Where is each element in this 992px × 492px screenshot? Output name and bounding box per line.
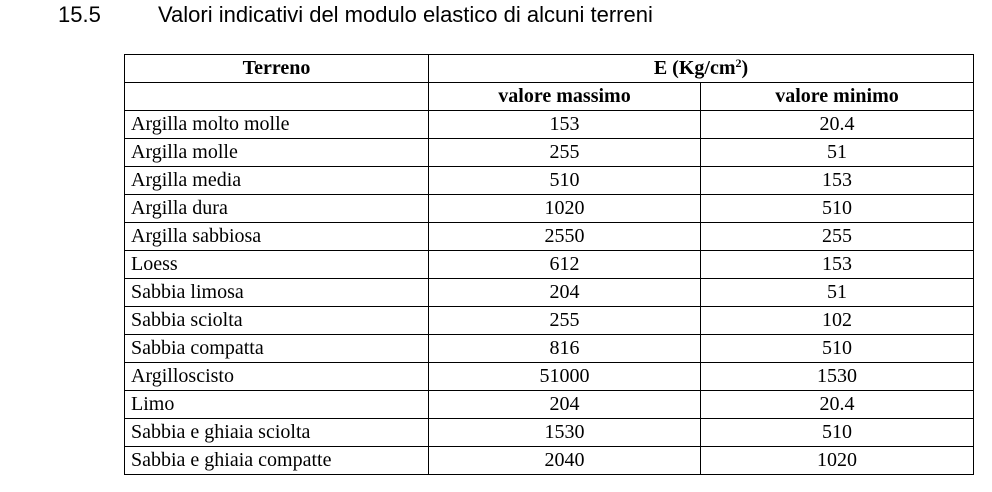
min-cell: 153 <box>701 167 974 195</box>
soil-cell: Argilla molto molle <box>125 111 429 139</box>
soil-cell: Sabbia e ghiaia compatte <box>125 447 429 475</box>
header-max-label: valore massimo <box>498 85 631 107</box>
table-row <box>125 391 974 419</box>
max-cell: 204 <box>429 279 701 307</box>
header-row-sub <box>125 83 974 111</box>
table-row <box>125 195 974 223</box>
soil-cell: Argilla media <box>125 167 429 195</box>
soil-cell: Argilla dura <box>125 195 429 223</box>
soil-cell: Limo <box>125 391 429 419</box>
soil-cell: Argilla sabbiosa <box>125 223 429 251</box>
min-cell: 1020 <box>701 447 974 475</box>
min-cell: 153 <box>701 251 974 279</box>
table-row <box>125 335 974 363</box>
soil-cell: Sabbia limosa <box>125 279 429 307</box>
min-cell: 51 <box>701 139 974 167</box>
table-row <box>125 251 974 279</box>
min-cell: 51 <box>701 279 974 307</box>
min-cell: 20.4 <box>701 391 974 419</box>
soil-cell: Sabbia sciolta <box>125 307 429 335</box>
table-row <box>125 111 974 139</box>
table-row <box>125 307 974 335</box>
min-cell: 102 <box>701 307 974 335</box>
max-cell: 255 <box>429 139 701 167</box>
max-cell: 2550 <box>429 223 701 251</box>
table-row <box>125 223 974 251</box>
min-cell: 510 <box>701 419 974 447</box>
header-e-exponent: 2 <box>735 56 742 70</box>
header-elastic-modulus <box>429 55 974 83</box>
max-cell: 816 <box>429 335 701 363</box>
soil-cell: Sabbia e ghiaia sciolta <box>125 419 429 447</box>
elastic-modulus-table <box>124 54 974 475</box>
header-max <box>429 83 701 111</box>
soil-cell: Loess <box>125 251 429 279</box>
header-min-label: valore minimo <box>775 85 899 107</box>
header-min <box>701 83 974 111</box>
max-cell: 204 <box>429 391 701 419</box>
max-cell: 255 <box>429 307 701 335</box>
max-cell: 2040 <box>429 447 701 475</box>
header-empty-cell <box>125 83 429 111</box>
soil-cell: Argilloscisto <box>125 363 429 391</box>
table-row <box>125 419 974 447</box>
max-cell: 510 <box>429 167 701 195</box>
table-row <box>125 447 974 475</box>
max-cell: 153 <box>429 111 701 139</box>
table-row <box>125 279 974 307</box>
min-cell: 20.4 <box>701 111 974 139</box>
header-e-prefix: E (Kg/cm <box>653 57 736 79</box>
min-cell: 255 <box>701 223 974 251</box>
soil-cell: Argilla molle <box>125 139 429 167</box>
max-cell: 51000 <box>429 363 701 391</box>
header-soil-label: Terreno <box>242 57 311 79</box>
max-cell: 1020 <box>429 195 701 223</box>
soil-cell: Sabbia compatta <box>125 335 429 363</box>
table-row <box>125 139 974 167</box>
table-row <box>125 363 974 391</box>
section-title: Valori indicativi del modulo elastico di alcuni terreni <box>158 2 653 27</box>
header-row-top <box>125 55 974 83</box>
header-e-suffix: ) <box>741 57 749 79</box>
section-heading <box>58 0 653 30</box>
max-cell: 1530 <box>429 419 701 447</box>
min-cell: 510 <box>701 195 974 223</box>
section-number: 15.5 <box>58 2 101 27</box>
min-cell: 1530 <box>701 363 974 391</box>
min-cell: 510 <box>701 335 974 363</box>
header-soil <box>125 55 429 83</box>
table-row <box>125 167 974 195</box>
max-cell: 612 <box>429 251 701 279</box>
